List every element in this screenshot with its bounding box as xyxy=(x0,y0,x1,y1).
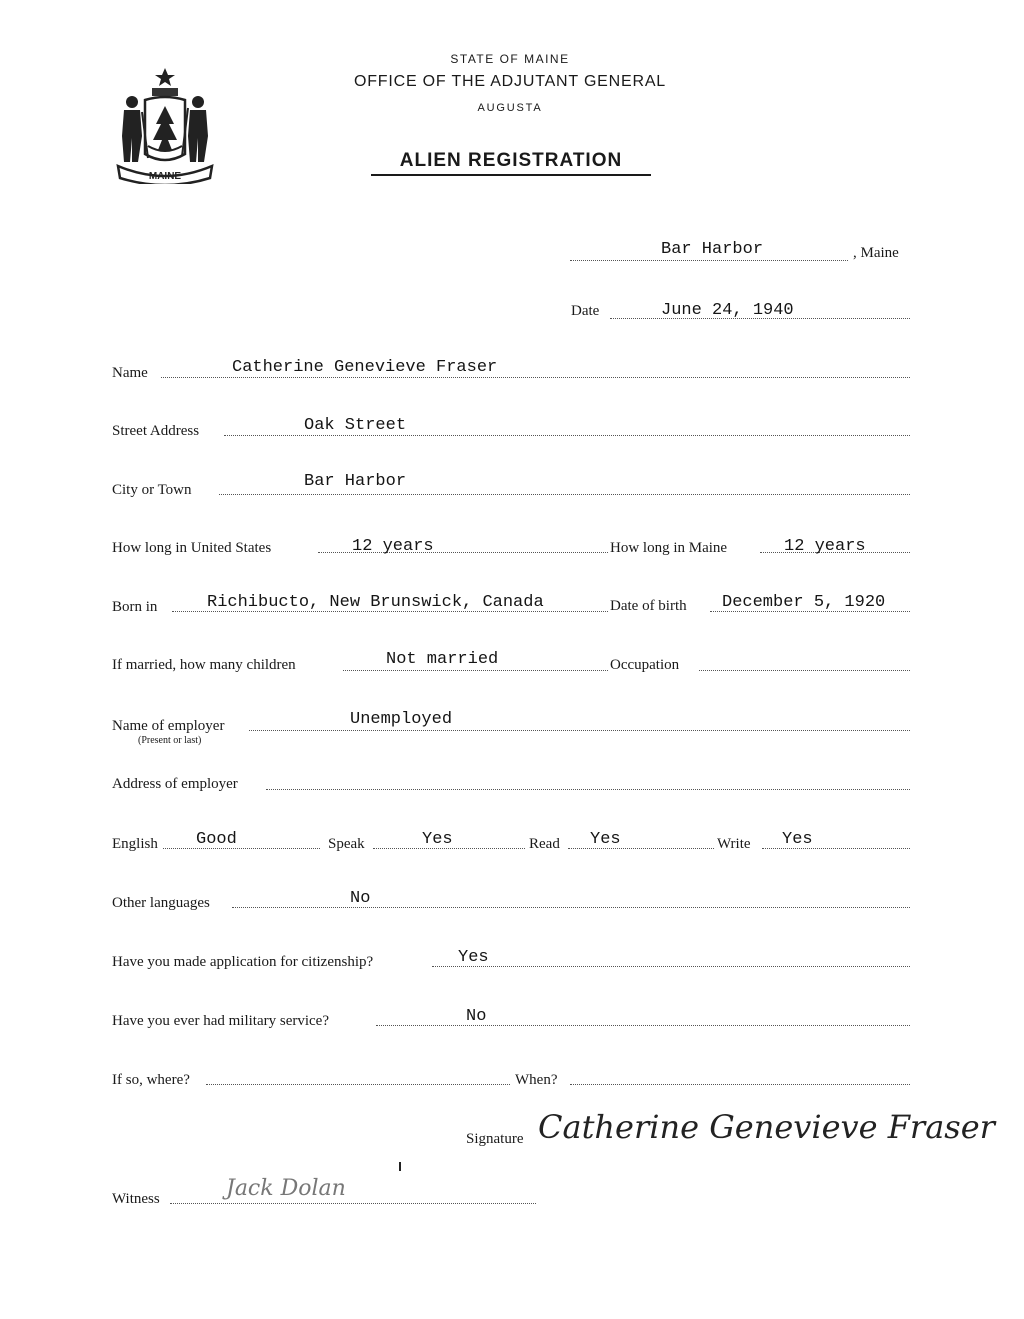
dob-label: Date of birth xyxy=(610,598,687,614)
form-title: ALIEN REGISTRATION xyxy=(371,150,651,176)
location-value: Bar Harbor xyxy=(661,240,764,259)
us-stay-label: How long in United States xyxy=(112,540,272,556)
name-value: Catherine Genevieve Fraser xyxy=(232,358,498,377)
svg-text:MAINE: MAINE xyxy=(148,171,182,182)
maine-stay-label: How long in Maine xyxy=(610,540,728,556)
signature-value: Catherine Genevieve Fraser xyxy=(538,1108,995,1146)
maine-stay-value: 12 years xyxy=(784,537,866,556)
when-label: When? xyxy=(515,1072,558,1088)
occupation-label: Occupation xyxy=(610,657,680,673)
location-suffix: , Maine xyxy=(853,245,899,261)
speak-value: Yes xyxy=(422,830,453,849)
occupation-line xyxy=(699,670,910,671)
witness-line xyxy=(170,1203,536,1204)
other-languages-label: Other languages xyxy=(112,895,210,911)
citizenship-line xyxy=(432,966,910,967)
name-line xyxy=(161,377,910,378)
military-value: No xyxy=(466,1007,487,1026)
employer-address-label: Address of employer xyxy=(112,776,238,792)
write-label: Write xyxy=(717,836,751,852)
city-line xyxy=(219,494,910,495)
military-label: Have you ever had military service? xyxy=(112,1013,329,1029)
where-line xyxy=(206,1084,510,1085)
employer-label: Name of employer xyxy=(112,718,225,734)
city-label: City or Town xyxy=(112,482,192,498)
military-line xyxy=(376,1025,910,1026)
employer-sublabel: (Present or last) xyxy=(138,735,202,746)
write-value: Yes xyxy=(782,830,813,849)
employer-line xyxy=(249,730,910,731)
us-stay-value: 12 years xyxy=(352,537,434,556)
name-label: Name xyxy=(112,365,148,381)
pen-mark xyxy=(399,1162,401,1171)
english-label: English xyxy=(112,836,158,852)
street-label: Street Address xyxy=(112,423,200,439)
citizenship-label: Have you made application for citizenship? xyxy=(112,954,374,970)
born-value: Richibucto, New Brunswick, Canada xyxy=(207,593,544,612)
children-value: Not married xyxy=(386,650,499,669)
speak-label: Speak xyxy=(328,836,365,852)
read-label: Read xyxy=(529,836,560,852)
state-heading: STATE OF MAINE xyxy=(450,52,570,66)
dob-value: December 5, 1920 xyxy=(722,593,886,612)
other-languages-value: No xyxy=(350,889,371,908)
children-line xyxy=(343,670,608,671)
english-value: Good xyxy=(196,830,237,849)
street-value: Oak Street xyxy=(304,416,407,435)
city-value: Bar Harbor xyxy=(304,472,407,491)
witness-label: Witness xyxy=(112,1191,160,1207)
children-label: If married, how many children xyxy=(112,657,296,673)
employer-value: Unemployed xyxy=(350,710,453,729)
date-value: June 24, 1940 xyxy=(661,301,794,320)
english-line xyxy=(163,848,320,849)
witness-signature: Jack Dolan xyxy=(226,1176,346,1201)
citizenship-value: Yes xyxy=(458,948,489,967)
office-heading: OFFICE OF THE ADJUTANT GENERAL xyxy=(353,73,667,90)
born-label: Born in xyxy=(112,599,158,615)
maine-seal-icon xyxy=(112,66,218,184)
when-line xyxy=(570,1084,910,1085)
street-line xyxy=(224,435,910,436)
read-value: Yes xyxy=(590,830,621,849)
employer-address-line xyxy=(266,789,910,790)
signature-label: Signature xyxy=(466,1131,524,1147)
other-languages-line xyxy=(232,907,910,908)
location-line xyxy=(570,260,848,261)
date-label: Date xyxy=(571,303,600,319)
city-heading: AUGUSTA xyxy=(477,102,543,114)
where-label: If so, where? xyxy=(112,1072,190,1088)
